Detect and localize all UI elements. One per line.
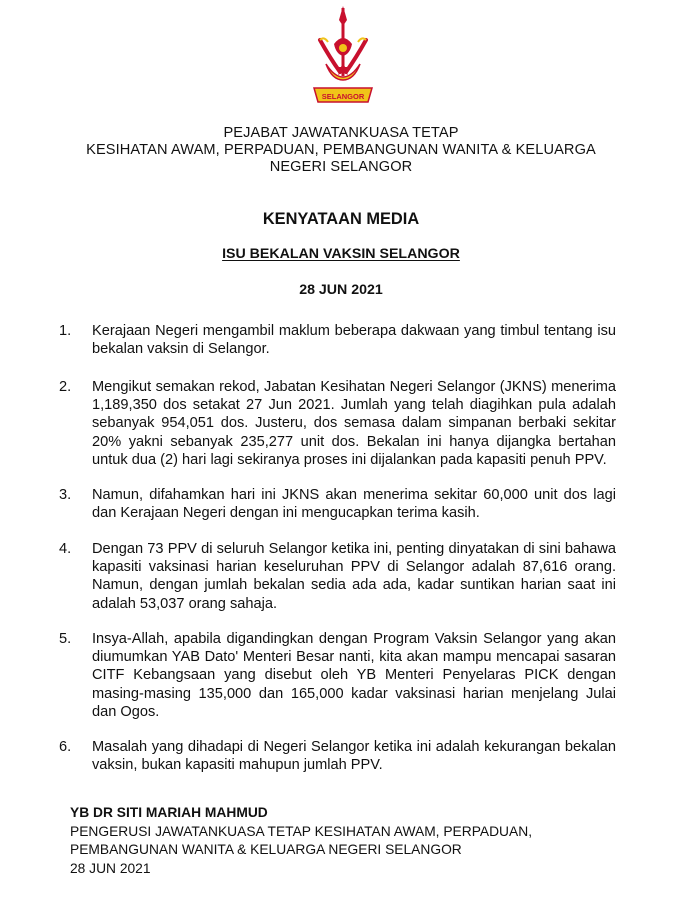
point-number: 6. [59, 739, 72, 755]
point-number: 5. [59, 631, 72, 647]
document-date: 28 JUN 2021 [299, 282, 383, 298]
point-item [59, 630, 616, 721]
point-item [59, 540, 616, 613]
office-line-2: KESIHATAN AWAM, PERPADUAN, PEMBANGUNAN WANITA & KELUARGA [86, 142, 596, 158]
signatory-position-line-1: PENGERUSI JAWATANKUASA TETAP KESIHATAN AWAM, PERPADUAN, [70, 823, 533, 839]
point-text: Masalah yang dihadapi di Negeri Selangor ketika ini adalah kekurangan bekalan vaksin, bukan kapasiti mahupun jumlah PPV. [92, 739, 616, 774]
point-text: Insya-Allah, apabila digandingkan dengan Program Vaksin Selangor yang akan diumumkan YAB Dato' Menteri Besar nanti, kita akan mampu mencapai sasaran CITF Kebangsaan yang disebut oleh YB Menteri Penyelaras PICK dengan masing-masing 135,000 dan 165,000 kadar vaksinasi harian menjelang Julai dan Ogos. [92, 631, 616, 720]
point-item [59, 378, 616, 469]
crest-banner-text: SELANGOR [321, 92, 365, 101]
office-line-1: PEJABAT JAWATANKUASA TETAP [223, 125, 459, 141]
signatory-position-line-2: PEMBANGUNAN WANITA & KELUARGA NEGERI SELANGOR [70, 842, 462, 858]
point-number: 1. [59, 323, 72, 339]
point-number: 4. [59, 541, 72, 557]
point-item [59, 738, 616, 774]
point-item [59, 486, 616, 522]
selangor-crest-icon [306, 6, 380, 108]
signature-date: 28 JUN 2021 [70, 860, 151, 876]
signature-block [70, 804, 532, 878]
point-number: 2. [59, 379, 72, 395]
point-number: 3. [59, 487, 72, 503]
document-title: KENYATAAN MEDIA [262, 210, 420, 228]
point-text: Kerajaan Negeri mengambil maklum beberapa dakwaan yang timbul tentang isu bekalan vaksin di Selangor. [92, 323, 616, 358]
office-line-3: NEGERI SELANGOR [269, 159, 413, 175]
point-item [59, 322, 616, 358]
point-text: Dengan 73 PPV di seluruh Selangor ketika ini, penting dinyatakan di sini bahawa kapasiti vaksinasi harian keseluruhan PPV di Selangor adalah 87,616 orang. Namun, dengan jumlah bekalan sedia ada ada, kadar suntikan harian saat ini adalah 53,037 orang sahaja. [92, 541, 616, 612]
office-header [0, 125, 682, 176]
signatory-name: YB DR SITI MARIAH MAHMUD [70, 805, 268, 820]
document-subject: ISU BEKALAN VAKSIN SELANGOR [222, 246, 460, 262]
point-text: Namun, difahamkan hari ini JKNS akan menerima sekitar 60,000 unit dos lagi dan Kerajaan Negeri dengan ini mengucapkan terima kasih. [92, 487, 616, 522]
point-text: Mengikut semakan rekod, Jabatan Kesihatan Negeri Selangor (JKNS) menerima 1,189,350 dos setakat 27 Jun 2021. Jumlah yang telah diagihkan pula adalah sebanyak 954,051 dos. Justeru, dos semasa dalam simpanan berbaki sekitar 20% yakni sebanyak 235,277 unit dos. Bekalan ini hanya dijangka bertahan untuk dua (2) hari lagi sekiranya proses ini dijalankan pada kapasiti penuh PPV. [92, 379, 616, 468]
